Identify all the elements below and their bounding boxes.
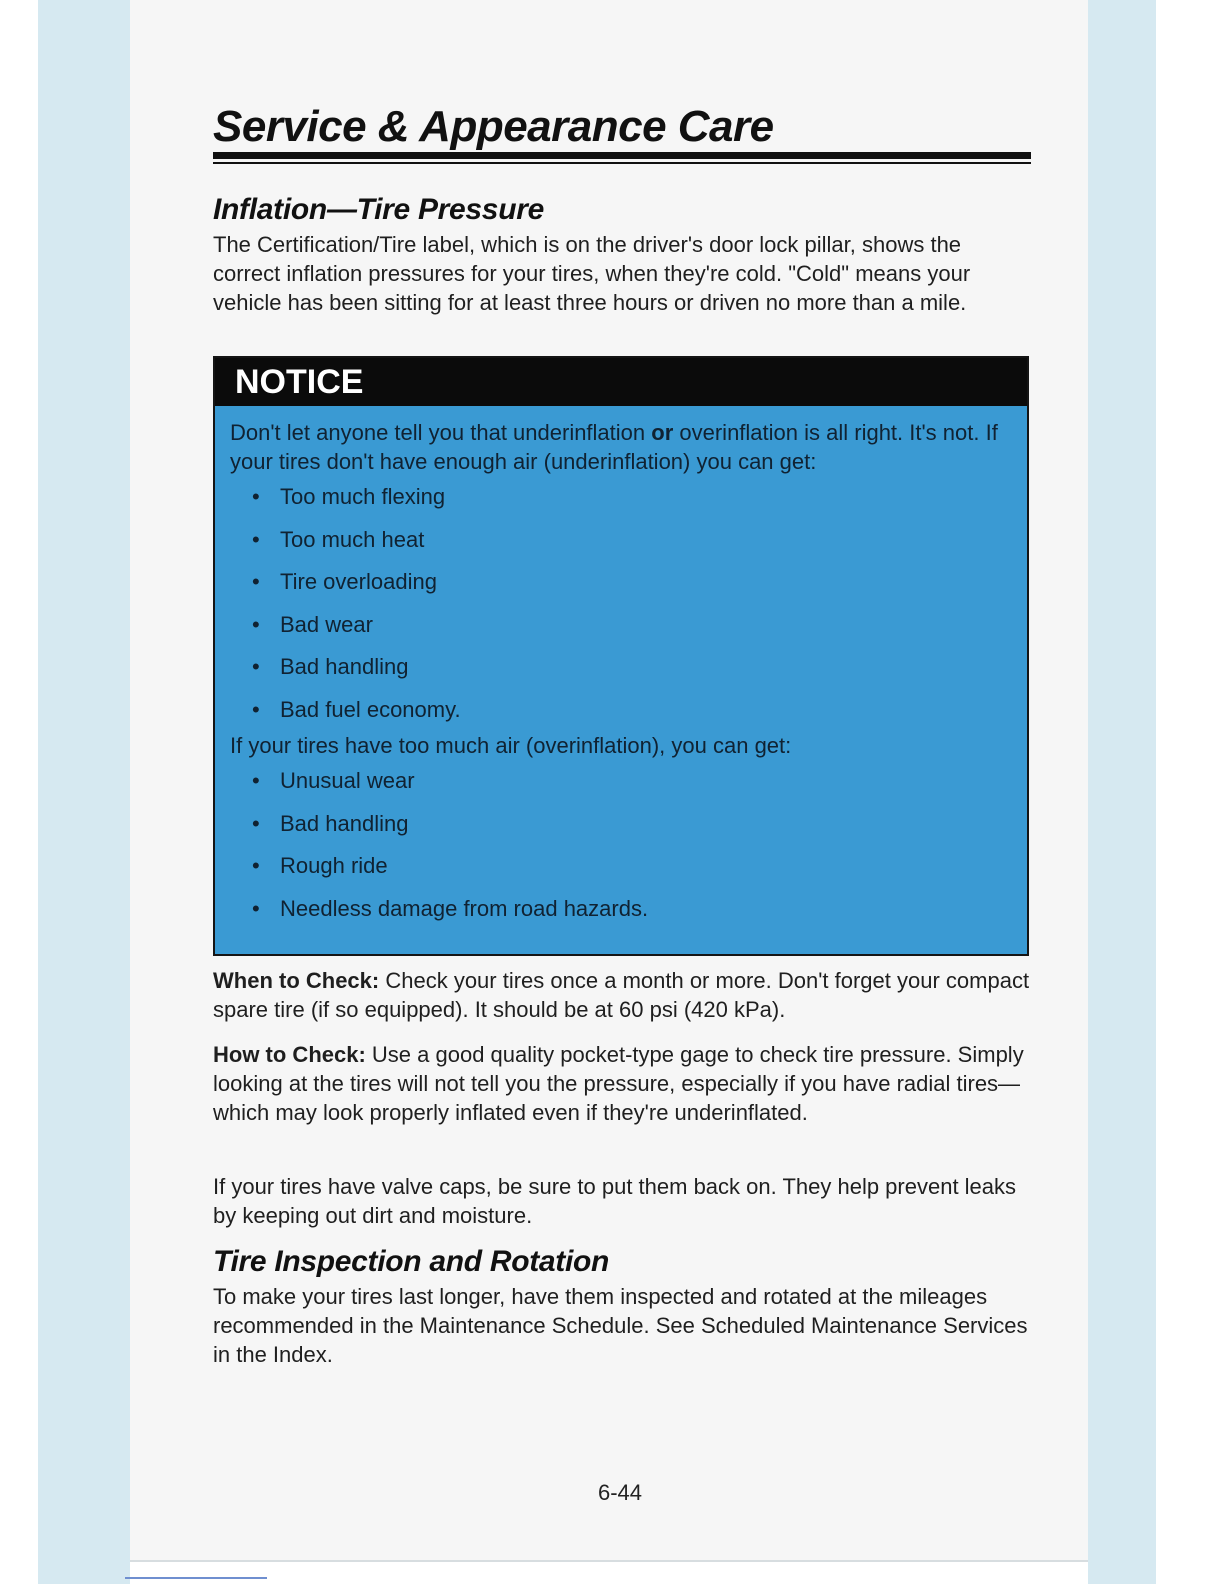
title-rule-thick <box>213 152 1031 159</box>
overinflation-intro: If your tires have too much air (overinflation), you can get: <box>230 733 792 758</box>
rotation-paragraph: To make your tires last longer, have them inspected and rotated at the mileages recommended in the Maintenance Schedule. See Scheduled Maintenance Services in the Index. <box>213 1284 1028 1367</box>
page-number: 6-44 <box>597 1480 643 1505</box>
how-to-check-text: Use a good quality pocket-type gage to check tire pressure. Simply looking at the tires will not tell you the pressure, especially if you have radial tires—which may look properly inflated even if they're underinflated. <box>213 1042 1024 1125</box>
when-to-check-text: Check your tires once a month or more. Don't forget your compact spare tire (if so equipped). It should be at 60 psi (420 kPa). <box>213 968 1030 1022</box>
list-item: • Tire overloading <box>230 561 1013 604</box>
list-item: • Unusual wear <box>230 760 1013 803</box>
valve-caps-paragraph: If your tires have valve caps, be sure to put them back on. They help prevent leaks by keeping out dirt and moisture. <box>213 1174 1017 1228</box>
when-to-check-label: When to Check: <box>213 968 380 993</box>
list-item: • Bad fuel economy. <box>230 689 1013 732</box>
inflation-heading: Inflation—Tire Pressure <box>213 193 544 226</box>
notice-title: NOTICE <box>215 358 1027 406</box>
underinflation-list <box>230 476 1013 731</box>
notice-intro-part1: Don't let anyone tell you that underinflation <box>230 420 652 445</box>
list-item: • Bad handling <box>230 803 1013 846</box>
how-to-check-label: How to Check: <box>213 1042 366 1067</box>
notice-or-word: or <box>651 420 674 445</box>
list-item: • Bad wear <box>230 604 1013 647</box>
list-item: • Too much heat <box>230 519 1013 562</box>
notice-box <box>213 356 1029 956</box>
inflation-intro: The Certification/Tire label, which is on the driver's door lock pillar, shows the correct inflation pressures for your tires, when they're cold. "Cold" means your vehicle has been sitting for at least three hours or driven no more than a mile. <box>213 232 971 315</box>
list-item: • Bad handling <box>230 646 1013 689</box>
notice-body <box>215 406 1027 930</box>
overinflation-list <box>230 760 1013 930</box>
notice-intro-part2: overinflation is all right. It's not. If your tires don't have enough air (underinflation) you can get: <box>230 420 998 474</box>
page-title: Service & Appearance Care <box>213 102 774 151</box>
scan-background-left <box>38 0 130 1584</box>
notice-intro <box>230 418 1013 476</box>
page-bottom-edge <box>130 1560 1088 1562</box>
list-item: • Needless damage from road hazards. <box>230 888 1013 931</box>
scan-artifact-line <box>125 1577 267 1579</box>
list-item: • Too much flexing <box>230 476 1013 519</box>
list-item: • Rough ride <box>230 845 1013 888</box>
rotation-heading: Tire Inspection and Rotation <box>213 1245 610 1278</box>
when-to-check-paragraph <box>213 966 1031 1024</box>
how-to-check-paragraph <box>213 1040 1031 1127</box>
title-rule-thin <box>213 162 1031 164</box>
scan-background-right <box>1088 0 1156 1584</box>
